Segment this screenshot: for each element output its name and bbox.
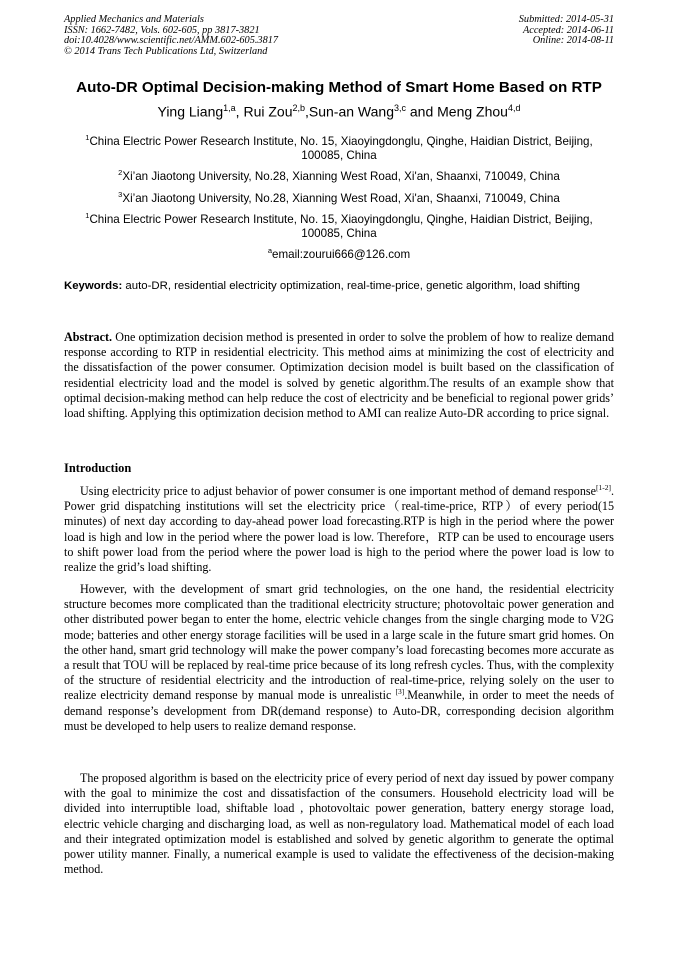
affiliation-text: Xi’an Jiaotong University, No.28, Xianning West Road, Xi'an, Shaanxi, 710049, China xyxy=(122,169,560,183)
author-list xyxy=(0,103,678,120)
author-affiliation-mark: 4,d xyxy=(507,103,521,113)
author-separator: and xyxy=(406,103,438,120)
affiliation-mark: 2 xyxy=(118,168,123,177)
affiliation-2 xyxy=(64,166,614,184)
accepted-date: Accepted: 2014-06-11 xyxy=(522,24,614,36)
abstract-label: Abstract. xyxy=(64,330,113,344)
affiliation-1 xyxy=(64,131,614,163)
affiliation-text: China Electric Power Research Institute, No. 15, Xiaoyingdonglu, Qinghe, Haidian District, Beijing, 100085, China xyxy=(89,212,593,240)
affiliation-text: China Electric Power Research Institute, No. 15, Xiaoyingdonglu, Qinghe, Haidian District, Beijing, 100085, China xyxy=(89,134,593,162)
author-name: Ying Liang xyxy=(157,103,224,120)
paragraph-text: However, with the development of smart grid technologies, on the one hand, the residential electricity structure becomes more complicated than the traditional electricity structure; photovoltaic power generation and other distributed power began to enter the home, electric vehicle changes from the single charging mode to V2G mode; batteries and other energy storage facilities will be used in a large scale in the future smart grid homes. On the other hand, smart grid technology will make the power company’s load forecasting becomes more accurate as a result that TOU will be replaced by real-time price because of its long refresh cycles. Thus, with the complexity of the structure of residential electricity and the introduction of real-time-price, relying solely on the user to realize electricity demand response by manual mode is unrealistic xyxy=(64,582,614,703)
journal-header-left xyxy=(64,15,278,57)
issn-line: ISSN: 1662-7482, Vols. 602-605, pp 3817-3821 xyxy=(64,24,260,36)
author-name: Sun-an Wang xyxy=(308,103,394,120)
intro-paragraph-3: The proposed algorithm is based on the electricity price of every period of next day issued by power company with the goal to minimize the cost and dissatisfaction of the consumers. Household electricity load will be divided into interruptible load, shiftable load , photovoltaic power generation, battery energy storage load, electric vehicle charging and discharging load, as well as non-regulatory load. Mathematical model of each load and their integrated optimization model is established and solved by genetic algorithm to generate the optimal power utility manner. Finally, a numerical example is used to validate the effectiveness of the decision-making method. xyxy=(64,771,614,877)
paragraph-text: .Meanwhile, in order to meet the needs of demand response’s development from DR(demand response) to Auto-DR, corresponding decision algorithm must be developed to help users to realize demand response. xyxy=(64,688,614,733)
paper-title: Auto-DR Optimal Decision-making Method of Smart Home Based on RTP xyxy=(76,79,602,96)
affiliation-mark: 1 xyxy=(85,133,90,142)
abstract-text: One optimization decision method is presented in order to solve the problem of how to realize demand response according to RTP in residential electricity. This method aims at minimizing the cost of electricity and the dissatisfaction of the power consumer. Optimization decision model is built based on the classification of residential electricity load and the model is solved by genetic algorithm.The results of an example show that optimal decision-making method can help reduce the cost of electricity and be beneficial to regional power grids’ load shifting. Applying this optimization decision method to AMI can realize Auto-DR according to price signal. xyxy=(64,330,614,421)
paragraph-text: Using electricity price to adjust behavior of power consumer is one important method of demand response xyxy=(80,484,596,498)
intro-paragraph-2 xyxy=(64,582,614,734)
abstract-block xyxy=(64,330,614,421)
affiliation-mark: 3 xyxy=(118,190,123,199)
keywords-label: Keywords: xyxy=(64,280,123,292)
affiliation-3 xyxy=(64,188,614,206)
affiliation-4 xyxy=(64,209,614,241)
paragraph-text: . Power grid dispatching institutions will set the electricity price（real-time-price, RTP）of every period(15 minutes) of next day according to day-ahead power load forecasting.RTP is high in the period where the power load is high and low in the period where the power load is low. Therefore，RTP can be used to encourage users to shift power load from the period where the power load is high to the period where the power load is low to realize the grid’s load shifting. xyxy=(64,484,614,575)
doi-line: doi:10.4028/www.scientific.net/AMM.602-605.3817 xyxy=(64,35,279,47)
author-name: Rui Zou xyxy=(243,103,293,120)
email-text: email:zourui666@126.com xyxy=(272,247,411,261)
keywords-text: auto-DR, residential electricity optimization, real-time-price, genetic algorithm, load shifting xyxy=(122,280,580,292)
citation-mark: [1-2] xyxy=(595,482,611,492)
journal-header-right xyxy=(519,15,614,47)
citation-mark: [3] xyxy=(395,687,405,697)
author-name: Meng Zhou xyxy=(437,103,508,120)
online-date: Online: 2014-08-11 xyxy=(532,35,614,47)
author-separator: , xyxy=(305,103,309,120)
author-separator: , xyxy=(235,103,244,120)
keywords-block xyxy=(64,279,614,294)
copyright-line: © 2014 Trans Tech Publications Ltd, Switzerland xyxy=(64,45,268,57)
author-affiliation-mark: 2,b xyxy=(292,103,305,113)
affiliation-text: Xi’an Jiaotong University, No.28, Xianning West Road, Xi'an, Shaanxi, 710049, China xyxy=(122,191,560,205)
affiliation-mark: 1 xyxy=(85,211,90,220)
intro-paragraph-1 xyxy=(64,484,614,575)
email-mark: a xyxy=(267,246,273,255)
journal-name: Applied Mechanics and Materials xyxy=(64,14,204,25)
author-affiliation-mark: 1,a xyxy=(223,103,236,113)
submitted-date: Submitted: 2014-05-31 xyxy=(518,14,614,25)
section-heading-introduction: Introduction xyxy=(64,461,132,475)
author-affiliation-mark: 3,c xyxy=(393,103,406,113)
author-email xyxy=(64,244,614,262)
